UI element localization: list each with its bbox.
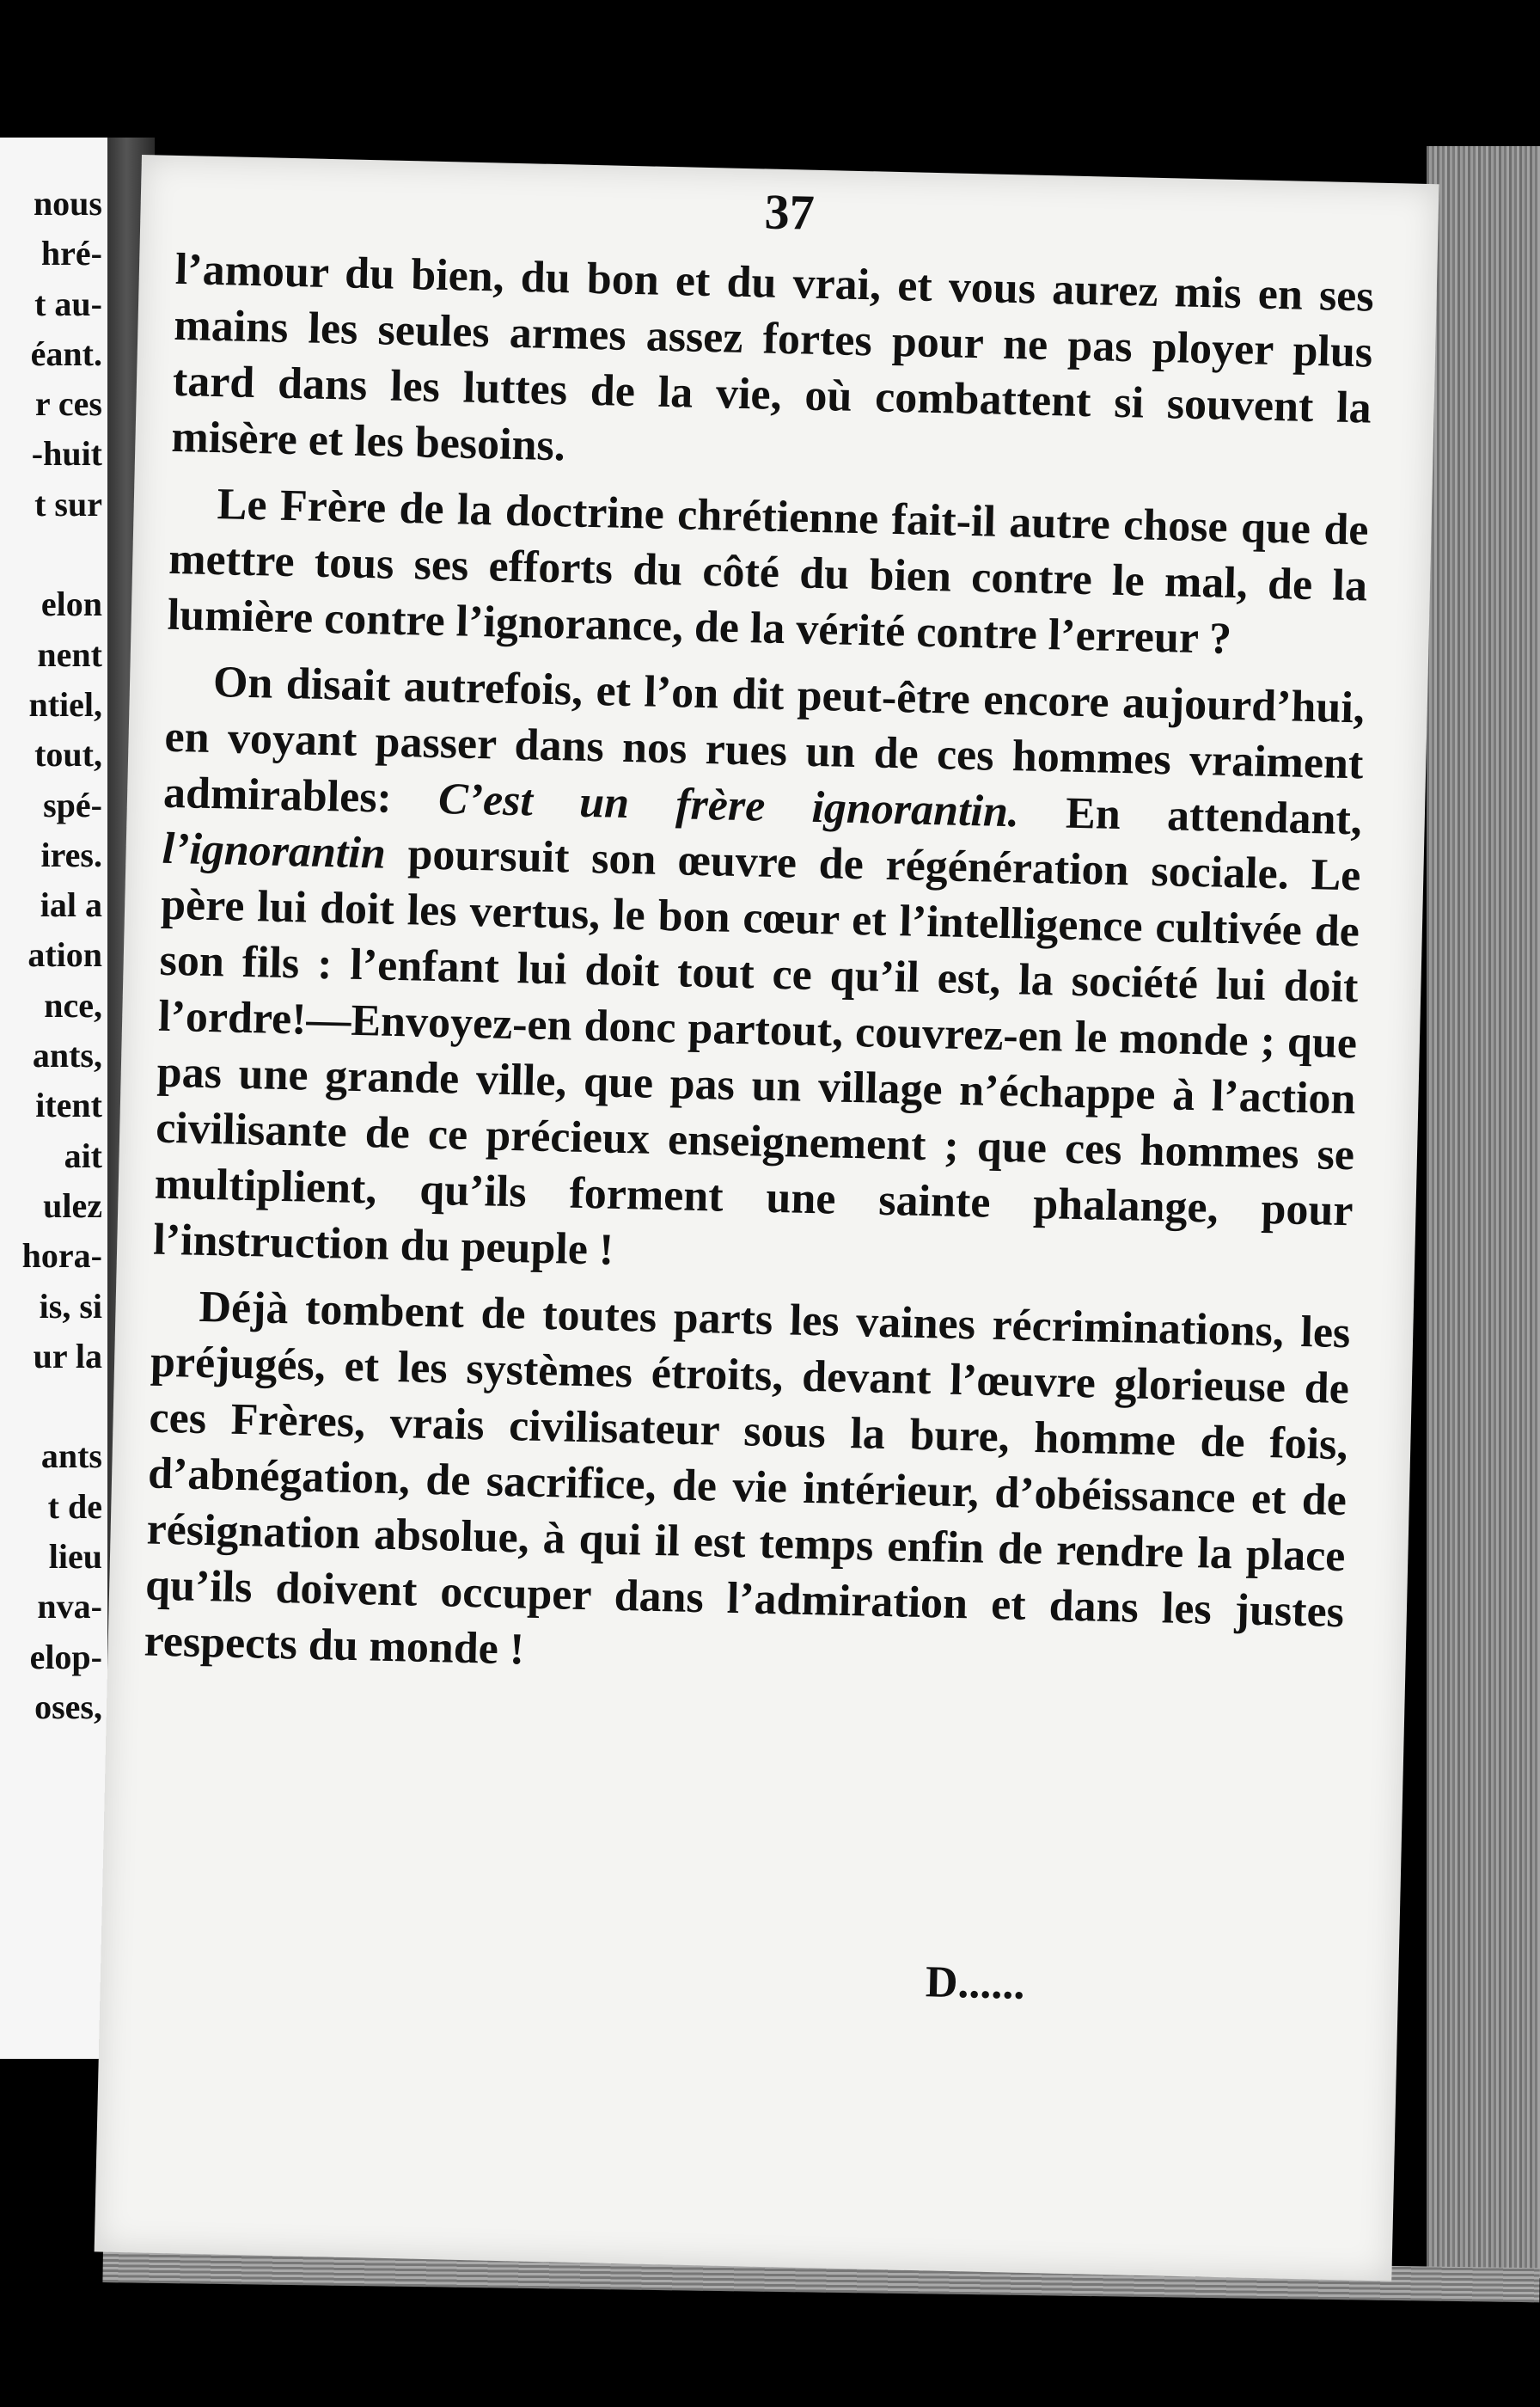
- previous-page-line: itent: [35, 1086, 102, 1125]
- previous-page-line: ants: [40, 1436, 102, 1476]
- page-body-text: [144, 242, 1374, 1696]
- previous-page-edge: [0, 138, 113, 2059]
- previous-page-line: ires.: [40, 835, 102, 874]
- previous-page-line: is, si: [39, 1286, 102, 1326]
- previous-page-line: ntiel,: [28, 684, 102, 724]
- text-run: En attendant,: [1018, 787, 1363, 845]
- previous-page-line: -huit: [31, 434, 102, 474]
- previous-page-line: t au-: [34, 284, 102, 323]
- previous-page-line: nous: [33, 184, 102, 223]
- previous-page-line: [0, 530, 102, 579]
- book-page-edges: [1427, 146, 1540, 2278]
- text-run: poursuit son œuvre de régénération sociale. Le père lui doit les vertus, le bon cœur et l’intelligence cultivée de son fils : l’enfant lui doit tout ce qu’il est, la société lui doit l’ordre!—Envoyez-en donc partout, couvrez-en le monde ; que pas une grande ville, que pas un village n’échappe à l’action civilisante de ce précieux enseignement ; que ces hommes se multiplient, qu’ils forment une sainte phalange, pour l’instruction du peuple !: [152, 829, 1361, 1275]
- previous-page-line: r ces: [34, 384, 102, 424]
- paragraph: [153, 653, 1366, 1295]
- previous-page-line: spé-: [43, 785, 102, 824]
- previous-page-line: elop-: [29, 1637, 102, 1676]
- previous-page-line: lieu: [48, 1537, 102, 1577]
- text-run: On disait autrefois, et l’on dit peut-être encore aujourd’hui, en voyant passer dans nos rues un de ces hommes vraiment admirables:: [162, 658, 1366, 824]
- paragraph: [167, 475, 1369, 671]
- previous-page-line: [0, 1381, 102, 1431]
- paragraph: [144, 1278, 1351, 1697]
- previous-page-line: ation: [28, 935, 102, 975]
- previous-page-line: t sur: [34, 484, 102, 524]
- previous-page-line: nva-: [37, 1587, 102, 1626]
- italic-text: C’est un frère ignorantin.: [437, 775, 1020, 837]
- previous-page-line: oses,: [34, 1687, 102, 1726]
- previous-page-text-fragments: [0, 179, 102, 1732]
- previous-page-line: elon: [40, 585, 102, 624]
- previous-page-line: nce,: [44, 985, 102, 1025]
- paragraph: [171, 242, 1375, 493]
- previous-page-line: hora-: [21, 1236, 102, 1276]
- previous-page-line: hré-: [40, 234, 102, 273]
- previous-page-line: tout,: [34, 735, 102, 775]
- previous-page-line: éant.: [30, 334, 102, 373]
- signature: D......: [925, 1957, 1026, 2009]
- previous-page-line: ulez: [43, 1185, 102, 1225]
- book-page: [95, 155, 1439, 2281]
- text-run: Le Frère de la doctrine chrétienne fait-il autre chose que de mettre tous ses efforts du côté du bien contre le mal, de la lumière contre l’ignorance, de la vérité contre l’erreur ?: [167, 480, 1370, 664]
- previous-page-line: t de: [47, 1486, 102, 1526]
- text-run: Déjà tombent de toutes parts les vaines récriminations, les préjugés, et les systèmes étroits, devant l’œuvre glorieuse de ces Frères, vrais civilisateur sous la bure, homme de fois, d’abnégation, de sacrifice, de vie intérieur, d’obéissance et de résignation absolue, à qui il est temps enfin de rendre la place qu’ils doivent occuper dans l’admiration et dans les justes respects du monde !: [144, 1282, 1351, 1675]
- previous-page-line: nent: [37, 634, 102, 674]
- previous-page-line: ur la: [33, 1336, 102, 1375]
- previous-page-line: ants,: [32, 1036, 102, 1075]
- italic-text: l’ignorantin: [162, 824, 387, 879]
- previous-page-line: ait: [64, 1136, 102, 1175]
- previous-page-line: ial a: [40, 885, 102, 925]
- text-run: l’amour du bien, du bon et du vrai, et vous aurez mis en ses mains les seules armes assez fortes pour ne pas ployer plus tard dans les luttes de la vie, où combattent si souvent la misère et les besoins.: [170, 244, 1375, 471]
- page-number: 37: [763, 183, 816, 241]
